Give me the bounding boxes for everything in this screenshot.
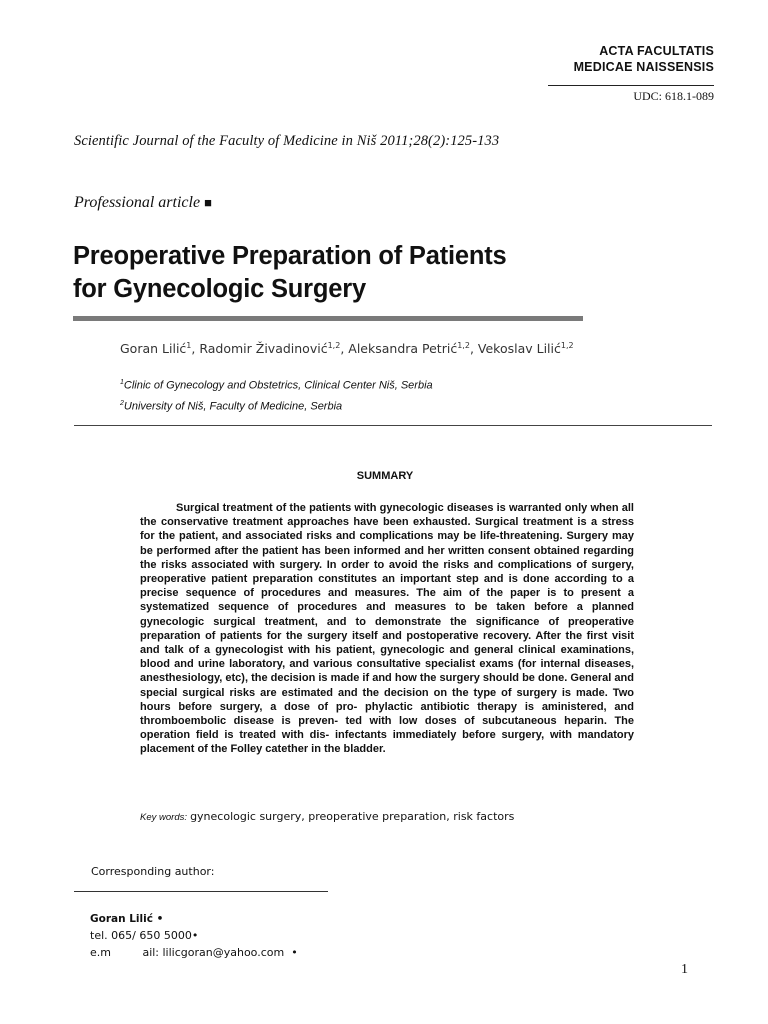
paper-title-line2: for Gynecologic Surgery (73, 275, 366, 303)
journal-name-line2: MEDICAE NAISSENSIS (573, 60, 714, 74)
affiliation-text: University of Niš, Faculty of Medicine, Serbia (123, 400, 343, 413)
summary-heading: SUMMARY (356, 470, 414, 482)
affiliation-marker: 2 (120, 400, 124, 407)
affiliation-text: Clinic of Gynecology and Obstetrics, Clinical Center Niš, Serbia (123, 379, 433, 392)
corresponding-author-email: e.m ail: lilicgoran@yahoo.com • (90, 946, 298, 959)
affiliation-1 (120, 379, 433, 392)
summary-body: Surgical treatment of the patients with gynecologic diseases is warranted only when all the conservative treatment approaches have been exhausted. Surgical treatment is a stress for the patient, and associated risks and complications may be life-threatening. Surgery may be performed after the patient has been informed and her written consent obtained regarding the risks associated with surgery. In order to avoid the risks and complications of surgery, preoperative patient preparation constitutes an important step and is done according to a precise sequence of procedures and measures. The aim of the paper is to present a systematized sequence of procedures and measures to be taken before a planned gynecologic surgical treatment, and to demonstrate the significance of preoperative preparation of patients for the surgery itself and postoperative recovery. After the first visit and talk of a gynecologist with his patient, gynecologic and general clinical examinations, blood and urine laboratory, and various consultative specialist exams (for internal diseases, anesthesiology, etc), the decision is made if and how the surgery should be done. General and special surgical risks are estimated and the decision on the type of surgery is made. Two hours before surgery, a dose of pro- phylactic antibiotic therapy is aministered, and thromboembolic disease is preven- ted with low doses of subcutaneous heparin. The operation field is treated with dis- infectants immediately before surgery, with mandatory placement of the Folley catether in the bladder. (140, 502, 634, 756)
journal-citation: Scientific Journal of the Faculty of Medicine in Niš 2011;28(2):125-133 (74, 133, 500, 149)
author-affiliation-marker: 1 (186, 341, 192, 350)
article-type (74, 194, 212, 212)
affiliation-divider (74, 425, 712, 426)
udc-code: UDC: 618.1-089 (633, 89, 714, 103)
affiliation-2 (120, 400, 342, 413)
paper-title-line1: Preoperative Preparation of Patients (73, 242, 507, 270)
paper-title (73, 240, 507, 306)
keywords-label: Key words: (140, 812, 187, 823)
corresponding-author-phone: tel. 065/ 650 5000• (90, 929, 199, 942)
journal-name (574, 43, 714, 75)
author-name: Radomir Živadinović (199, 341, 328, 357)
footnote-rule (74, 891, 328, 892)
author-affiliation-marker: 1,2 (560, 341, 574, 350)
author-name: Aleksandra Petrić (348, 341, 458, 357)
keywords (140, 810, 514, 823)
corresponding-author-name: Goran Lilić • (90, 913, 164, 925)
journal-name-line1: ACTA FACULTATIS (599, 44, 714, 58)
page-number: 1 (681, 962, 688, 977)
square-bullet-icon: ■ (204, 195, 212, 210)
keywords-list: gynecologic surgery, preoperative preparation, risk factors (190, 810, 515, 823)
corresponding-author-label: Corresponding author: (91, 865, 215, 878)
author-list: Goran Lilić$^1$, Radomir Živadinović$^{1,2}$, Aleksandra Petrić$^{1,2}$, Vekoslav Lilić$^{1,2}$ (120, 341, 574, 357)
author-name: Goran Lilić (120, 341, 187, 357)
title-underline-bar (73, 316, 583, 321)
header-rule (548, 85, 714, 86)
author-affiliation-marker: 1,2 (327, 341, 341, 350)
author-name: Vekoslav Lilić (477, 341, 561, 357)
article-type-label: Professional article (74, 194, 201, 211)
author-affiliation-marker: 1,2 (457, 341, 470, 350)
affiliation-marker: 1 (120, 379, 124, 386)
